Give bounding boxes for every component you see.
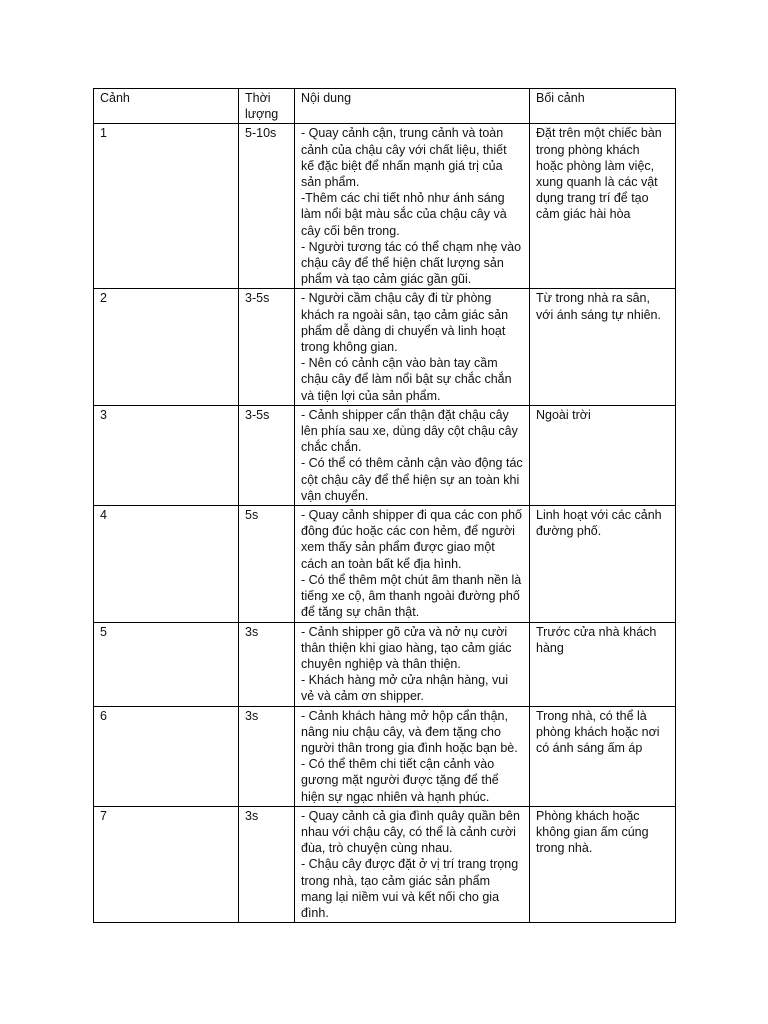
storyboard-table [93,88,676,923]
cell-content: - Cảnh shipper cẩn thận đặt chậu cây lên phía sau xe, dùng dây cột chậu cây chắc chắn. - Có thể có thêm cảnh cận vào động tác cột chậu cây để thể hiện sự an toàn khi vận chuyển. [295,405,530,505]
cell-content: - Người cầm chậu cây đi từ phòng khách ra ngoài sân, tạo cảm giác sản phẩm dễ dàng di chuyển và linh hoạt trong không gian. - Nên có cảnh cận vào bàn tay cầm chậu cây để làm nổi bật sự chắc chắn và tiện lợi của sản phẩm. [295,289,530,405]
document-page [93,88,675,923]
table-row [94,124,676,289]
header-context: Bối cảnh [530,89,676,124]
cell-context: Phòng khách hoặc không gian ấm cúng trong nhà. [530,806,676,922]
cell-scene: 3 [94,405,239,505]
cell-duration: 3s [239,622,295,706]
table-row [94,289,676,405]
cell-scene: 6 [94,706,239,806]
cell-duration: 3-5s [239,405,295,505]
cell-content: - Quay cảnh cả gia đình quây quần bên nhau với chậu cây, có thể là cảnh cười đùa, trò chuyện cùng nhau. - Chậu cây được đặt ở vị trí trang trọng trong nhà, tạo cảm giác sản phẩm mang lại niềm vui và kết nối cho gia đình. [295,806,530,922]
cell-duration: 3-5s [239,289,295,405]
header-content: Nội dung [295,89,530,124]
cell-content: - Cảnh shipper gõ cửa và nở nụ cười thân thiện khi giao hàng, tạo cảm giác chuyên nghiệp và thân thiện. - Khách hàng mở cửa nhận hàng, vui vẻ và cảm ơn shipper. [295,622,530,706]
cell-scene: 1 [94,124,239,289]
cell-scene: 7 [94,806,239,922]
cell-duration: 3s [239,706,295,806]
table-row [94,405,676,505]
cell-context: Linh hoạt với các cảnh đường phố. [530,506,676,622]
cell-content: - Cảnh khách hàng mở hộp cẩn thận, nâng niu chậu cây, và đem tặng cho người thân trong gia đình hoặc bạn bè. - Có thể thêm chi tiết cận cảnh vào gương mặt người được tặng để thể hiện sự ngạc nhiên và hạnh phúc. [295,706,530,806]
cell-duration: 5s [239,506,295,622]
cell-content: - Quay cảnh shipper đi qua các con phố đông đúc hoặc các con hẻm, để người xem thấy sản phẩm được giao một cách an toàn bất kể địa hình. - Có thể thêm một chút âm thanh nền là tiếng xe cộ, âm thanh ngoài đường phố để tăng sự chân thật. [295,506,530,622]
cell-context: Trong nhà, có thể là phòng khách hoặc nơi có ánh sáng ấm áp [530,706,676,806]
cell-scene: 4 [94,506,239,622]
table-row [94,806,676,922]
cell-duration: 3s [239,806,295,922]
table-row [94,622,676,706]
table-header-row [94,89,676,124]
header-duration: Thời lượng [239,89,295,124]
header-scene: Cảnh [94,89,239,124]
cell-context: Ngoài trời [530,405,676,505]
cell-context: Đặt trên một chiếc bàn trong phòng khách hoặc phòng làm việc, xung quanh là các vật dụng trang trí để tạo cảm giác hài hòa [530,124,676,289]
cell-scene: 2 [94,289,239,405]
cell-context: Từ trong nhà ra sân, với ánh sáng tự nhiên. [530,289,676,405]
cell-duration: 5-10s [239,124,295,289]
table-row [94,506,676,622]
table-row [94,706,676,806]
cell-content: - Quay cảnh cận, trung cảnh và toàn cảnh của chậu cây với chất liệu, thiết kế đặc biệt để nhấn mạnh giá trị của sản phẩm. -Thêm các chi tiết nhỏ như ánh sáng làm nổi bật màu sắc của chậu cây và cây cối bên trong. - Người tương tác có thể chạm nhẹ vào chậu cây để thể hiện chất lượng sản phẩm và tạo cảm giác gần gũi. [295,124,530,289]
cell-context: Trước cửa nhà khách hàng [530,622,676,706]
cell-scene: 5 [94,622,239,706]
